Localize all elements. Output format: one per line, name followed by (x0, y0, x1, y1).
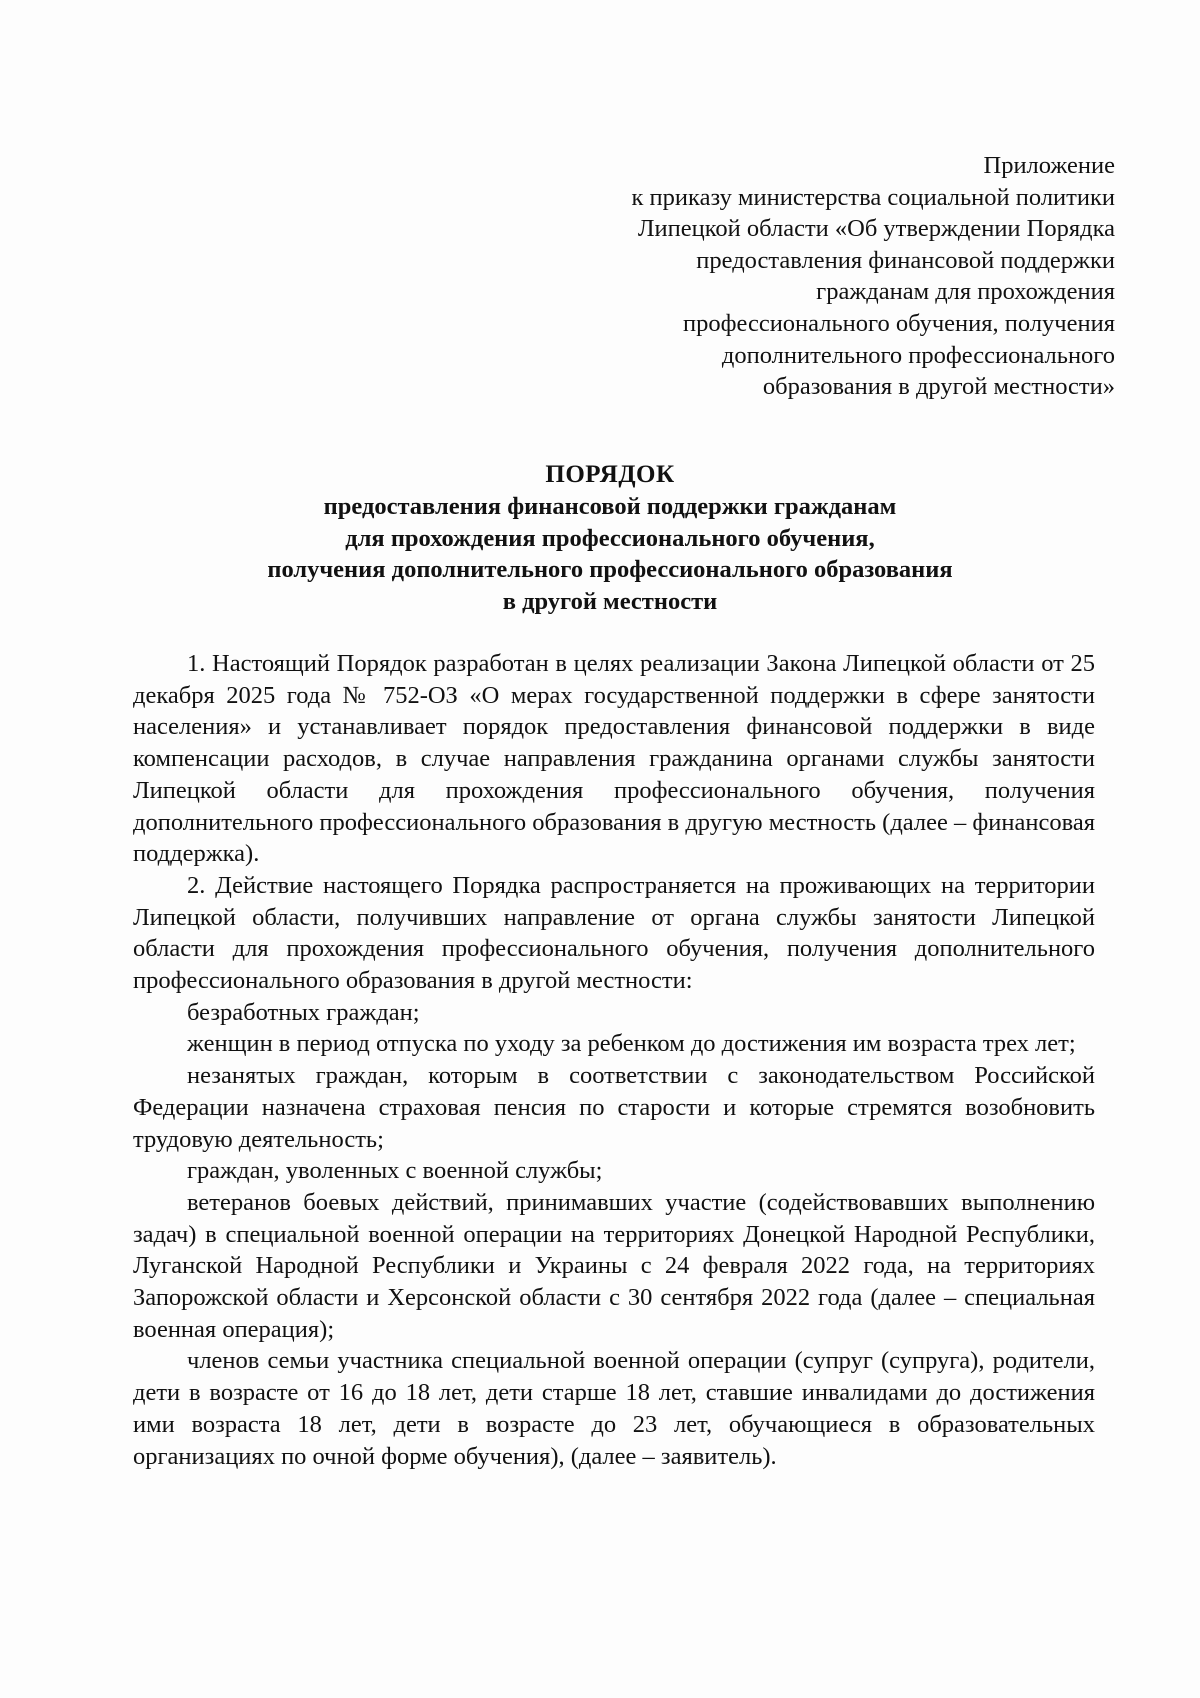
body-paragraph: 1. Настоящий Порядок разработан в целях реализации Закона Липецкой области от 25 декабря 2025 года № 752-ОЗ «О мерах государственной поддержки в сфере занятости населения» и устанавливает порядок предоставления финансовой поддержки в виде компенсации расходов, в случае направления гражданина органами службы занятости Липецкой области для прохождения профессионального обучения, получения дополнительного профессионального образования в другую местность (далее – финансовая поддержка). (133, 650, 1095, 868)
appendix-line: гражданам для прохождения (816, 278, 1115, 306)
document-title: ПОРЯДОК (545, 461, 675, 488)
appendix-line: Липецкой области «Об утверждении Порядка (637, 215, 1115, 243)
appendix-header (495, 150, 1115, 403)
subtitle-line: предоставления финансовой поддержки гражданам (323, 493, 897, 520)
appendix-line: дополнительного профессионального (721, 341, 1115, 369)
appendix-line: Приложение (983, 152, 1115, 179)
appendix-line: профессионального обучения, получения (682, 309, 1115, 337)
document-title-block (130, 458, 1090, 617)
body-paragraph: членов семьи участника специальной военной операции (супруг (супруга), родители, дети в возрасте от 16 до 18 лет, дети старше 18 лет, ставшие инвалидами до достижения ими возраста 18 лет, дети в возрасте до 23 лет, обучающиеся в образовательных организациях по очной форме обучения), (далее – заявитель). (133, 1347, 1095, 1470)
body-paragraph: безработных граждан; (187, 998, 420, 1026)
appendix-line: к приказу министерства социальной политики (631, 183, 1115, 211)
body-paragraph: ветеранов боевых действий, принимавших участие (содействовавших выполнению задач) в специальной военной операции на территориях Донецкой Народной Республики, Луганской Народной Республики и Украины с 24 февраля 2022 года, на территориях Запорожской области и Херсонской области с 30 сентября 2022 года (далее – специальная военная операция); (133, 1188, 1095, 1343)
appendix-line: образования в другой местности» (762, 373, 1115, 401)
body-paragraph: 2. Действие настоящего Порядка распространяется на проживающих на территории Липецкой области, получивших направление от органа службы занятости Липецкой области для прохождения профессионального обучения, получения дополнительного профессионального образования в другой местности: (133, 871, 1095, 995)
subtitle-line: для прохождения профессионального обучения, (345, 524, 875, 552)
body-paragraph: незанятых граждан, которым в соответствии с законодательством Российской Федерации назначена страховая пенсия по старости и которые стремятся возобновить трудовую деятельность; (133, 1062, 1095, 1153)
subtitle-line: получения дополнительного профессионального образования (267, 556, 953, 584)
body-paragraph: женщин в период отпуска по уходу за ребенком до достижения им возраста трех лет; (187, 1030, 1076, 1058)
document-body (133, 648, 1095, 1472)
body-paragraph: граждан, уволенных с военной службы; (187, 1157, 603, 1185)
appendix-line: предоставления финансовой поддержки (696, 246, 1115, 274)
subtitle-line: в другой местности (502, 587, 718, 615)
document-subtitle (130, 491, 1090, 617)
